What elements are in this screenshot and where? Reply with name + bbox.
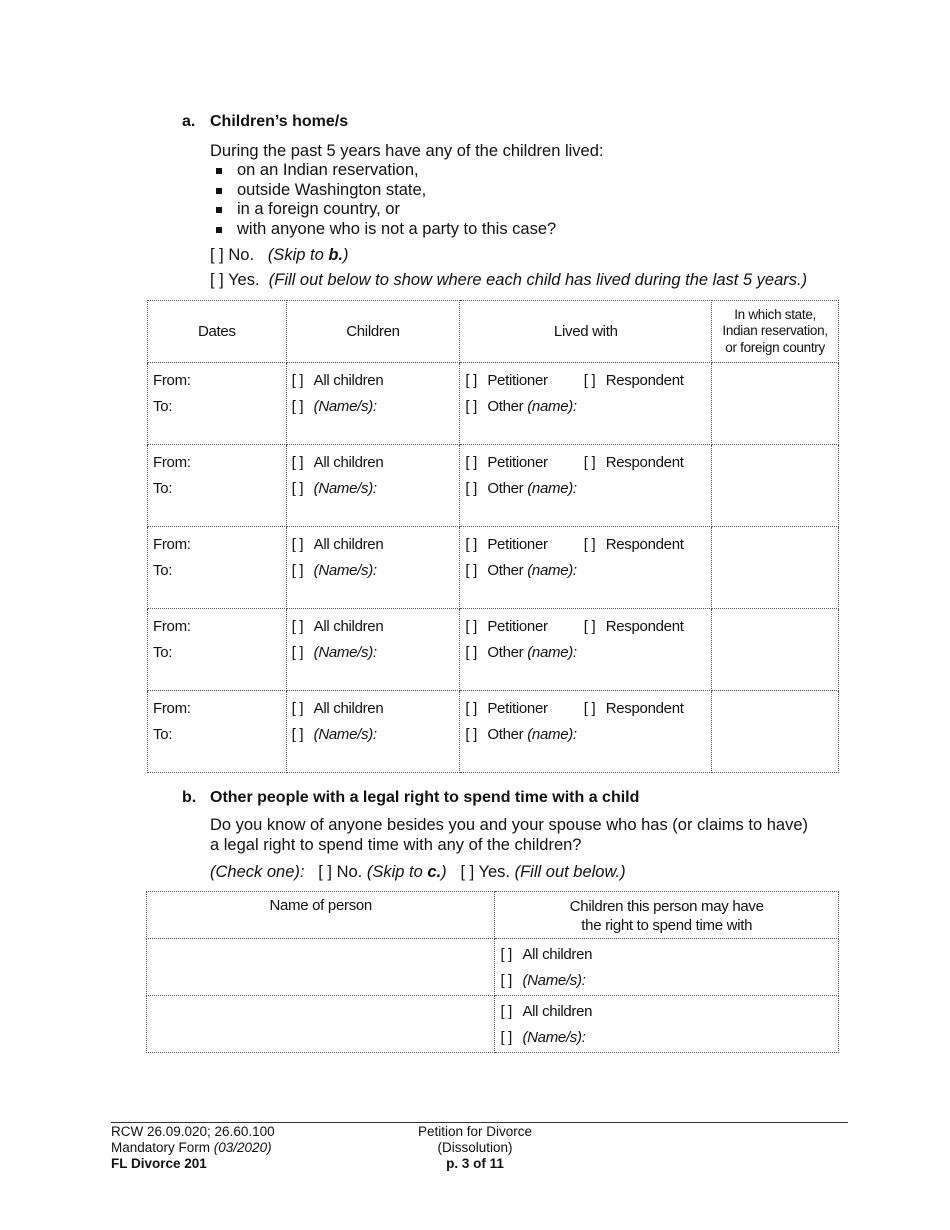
names-label: (Name/s): <box>522 972 586 989</box>
children-cell <box>286 527 460 609</box>
section-b-question <box>210 816 808 855</box>
table-row <box>148 363 839 445</box>
names-label: (Name/s): <box>522 1029 586 1046</box>
petitioner-checkbox[interactable]: [ ] <box>465 618 477 635</box>
from-label: From: <box>153 700 191 717</box>
all-children-checkbox[interactable]: [ ] <box>500 946 513 963</box>
option-yes-b-label: Yes. <box>478 863 511 881</box>
footer-form-type-label: Mandatory Form <box>111 1140 214 1155</box>
names-label: (Name/s): <box>313 562 377 579</box>
skip-suffix-b: ) <box>441 863 447 881</box>
legal-rights-table <box>146 891 839 1053</box>
names-checkbox[interactable]: [ ] <box>291 398 304 415</box>
person-name-cell[interactable] <box>147 939 495 996</box>
petitioner-checkbox[interactable]: [ ] <box>465 454 477 471</box>
person-name-cell[interactable] <box>147 996 495 1053</box>
other-name-label: (name): <box>527 562 577 579</box>
section-a-question: During the past 5 years have any of the children lived: <box>210 142 604 160</box>
children-cell <box>286 445 460 527</box>
names-checkbox[interactable]: [ ] <box>500 1029 513 1046</box>
table-row <box>147 939 839 996</box>
petitioner-checkbox[interactable]: [ ] <box>465 536 477 553</box>
table-header-row <box>147 892 839 939</box>
dates-cell[interactable] <box>148 609 287 691</box>
other-label: Other <box>487 562 524 579</box>
respondent-label: Respondent <box>605 454 684 471</box>
table-row <box>148 691 839 773</box>
all-children-checkbox[interactable]: [ ] <box>291 700 304 717</box>
respondent-label: Respondent <box>605 618 684 635</box>
all-children-label: All children <box>313 618 384 635</box>
footer-form-type <box>111 1140 275 1156</box>
header-location-line: In which state, <box>734 306 816 322</box>
table-row <box>148 445 839 527</box>
names-checkbox[interactable]: [ ] <box>500 972 513 989</box>
names-checkbox[interactable]: [ ] <box>291 562 304 579</box>
bullet-item: with anyone who is not a party to this case? <box>210 220 556 240</box>
other-name-label: (name): <box>527 480 577 497</box>
header-children-rights <box>495 892 839 939</box>
to-label: To: <box>153 726 173 743</box>
residence-bullet-list <box>210 161 556 239</box>
respondent-checkbox[interactable]: [ ] <box>583 618 596 635</box>
footer-page-number: p. 3 of 11 <box>446 1156 504 1171</box>
other-name-label: (name): <box>527 398 577 415</box>
all-children-label: All children <box>313 372 384 389</box>
table-header-row <box>148 301 839 363</box>
other-checkbox[interactable]: [ ] <box>465 480 477 497</box>
table-row <box>147 996 839 1053</box>
other-label: Other <box>487 398 524 415</box>
header-children: Children <box>286 301 460 363</box>
section-b-title: Other people with a legal right to spend time with a child <box>210 789 640 806</box>
other-label: Other <box>487 726 524 743</box>
petitioner-label: Petitioner <box>487 618 548 635</box>
other-checkbox[interactable]: [ ] <box>465 726 477 743</box>
bullet-item: outside Washington state, <box>210 181 556 201</box>
header-dates: Dates <box>148 301 287 363</box>
option-yes-b-note: (Fill out below.) <box>514 863 626 881</box>
lived-with-cell <box>460 609 712 691</box>
option-no-a[interactable] <box>210 246 349 266</box>
respondent-checkbox[interactable]: [ ] <box>583 454 596 471</box>
children-cell <box>495 939 839 996</box>
footer-doc-subtitle: (Dissolution) <box>437 1140 513 1155</box>
footer-form-date: (03/2020) <box>213 1140 272 1155</box>
table-row <box>148 609 839 691</box>
residence-history-table <box>147 300 839 773</box>
header-lived-with: Lived with <box>460 301 712 363</box>
checkbox-no-b[interactable]: [ ] <box>318 863 332 881</box>
other-name-label: (name): <box>527 644 577 661</box>
dates-cell[interactable] <box>148 691 287 773</box>
dates-cell[interactable] <box>148 363 287 445</box>
to-label: To: <box>153 562 173 579</box>
respondent-label: Respondent <box>605 536 684 553</box>
footer-left <box>111 1124 275 1172</box>
from-label: From: <box>153 618 191 635</box>
all-children-label: All children <box>313 700 384 717</box>
lived-with-cell <box>460 363 712 445</box>
to-label: To: <box>153 480 173 497</box>
names-label: (Name/s): <box>313 480 377 497</box>
option-no-a-label: No. <box>228 246 255 264</box>
header-location-line: or foreign country <box>725 339 825 355</box>
footer-statute: RCW 26.09.020; 26.60.100 <box>111 1124 275 1139</box>
to-label: To: <box>153 398 173 415</box>
location-cell[interactable] <box>712 445 839 527</box>
checkbox-no-a[interactable]: [ ] <box>210 246 224 264</box>
children-cell <box>286 363 460 445</box>
option-yes-a-note: (Fill out below to show where each child has lived during the last 5 years.) <box>268 271 808 289</box>
bullet-item: on an Indian reservation, <box>210 161 556 181</box>
petitioner-label: Petitioner <box>487 454 548 471</box>
all-children-checkbox[interactable]: [ ] <box>291 454 304 471</box>
header-person-name: Name of person <box>147 892 495 939</box>
footer-center <box>375 1124 575 1172</box>
footer-doc-title: Petition for Divorce <box>417 1124 533 1139</box>
children-cell <box>286 609 460 691</box>
option-no-b-label: No. <box>336 863 363 881</box>
skip-prefix-b: (Skip to <box>366 863 428 881</box>
skip-prefix-a: (Skip to <box>267 246 329 264</box>
respondent-checkbox[interactable]: [ ] <box>583 700 596 717</box>
dates-cell[interactable] <box>148 527 287 609</box>
header-location <box>712 301 839 363</box>
section-b-question-line: Do you know of anyone besides you and your spouse who has (or claims to have) <box>210 816 809 834</box>
other-checkbox[interactable]: [ ] <box>465 398 477 415</box>
option-yes-a[interactable] <box>210 271 807 291</box>
all-children-checkbox[interactable]: [ ] <box>291 536 304 553</box>
section-a-letter: a. <box>182 113 196 130</box>
skip-suffix-a: ) <box>343 246 349 264</box>
respondent-label: Respondent <box>605 700 684 717</box>
header-location-line: Indian reservation, <box>722 323 828 339</box>
checkbox-yes-a[interactable]: [ ] <box>210 271 224 289</box>
location-cell[interactable] <box>712 363 839 445</box>
petitioner-label: Petitioner <box>487 536 548 553</box>
bullet-item: in a foreign country, or <box>210 200 556 220</box>
respondent-checkbox[interactable]: [ ] <box>583 536 596 553</box>
lived-with-cell <box>460 445 712 527</box>
lived-with-cell <box>460 691 712 773</box>
dates-cell[interactable] <box>148 445 287 527</box>
petitioner-checkbox[interactable]: [ ] <box>465 372 477 389</box>
names-label: (Name/s): <box>313 644 377 661</box>
children-cell <box>495 996 839 1053</box>
skip-target-a: b. <box>328 246 344 264</box>
all-children-checkbox[interactable]: [ ] <box>291 372 304 389</box>
footer-form-id: FL Divorce 201 <box>111 1156 207 1171</box>
petitioner-label: Petitioner <box>487 372 548 389</box>
other-checkbox[interactable]: [ ] <box>465 562 477 579</box>
all-children-checkbox[interactable]: [ ] <box>500 1003 513 1020</box>
all-children-label: All children <box>313 536 384 553</box>
section-b-letter: b. <box>182 789 197 806</box>
from-label: From: <box>153 372 191 389</box>
respondent-label: Respondent <box>605 372 684 389</box>
skip-target-b: c. <box>427 863 442 881</box>
section-b-check-row <box>210 863 626 883</box>
header-children-rights-line: the right to spend time with <box>581 917 753 934</box>
other-label: Other <box>487 644 524 661</box>
section-b-question-line: a legal right to spend time with any of the children? <box>210 835 582 854</box>
location-cell[interactable] <box>712 691 839 773</box>
footer-divider <box>111 1122 848 1123</box>
names-checkbox[interactable]: [ ] <box>291 480 304 497</box>
lived-with-cell <box>460 527 712 609</box>
checkbox-yes-b[interactable]: [ ] <box>460 863 475 881</box>
from-label: From: <box>153 536 191 553</box>
from-label: From: <box>153 454 191 471</box>
all-children-checkbox[interactable]: [ ] <box>291 618 304 635</box>
header-children-rights-line: Children this person may have <box>569 898 764 915</box>
names-checkbox[interactable]: [ ] <box>291 726 304 743</box>
petitioner-checkbox[interactable]: [ ] <box>465 700 477 717</box>
other-label: Other <box>487 480 524 497</box>
section-a-title: Children’s home/s <box>210 113 349 130</box>
names-label: (Name/s): <box>313 726 377 743</box>
location-cell[interactable] <box>712 609 839 691</box>
other-name-label: (name): <box>527 726 577 743</box>
children-cell <box>286 691 460 773</box>
option-yes-a-label: Yes. <box>228 271 260 289</box>
all-children-label: All children <box>313 454 384 471</box>
petitioner-label: Petitioner <box>487 700 548 717</box>
table-row <box>148 527 839 609</box>
to-label: To: <box>153 644 173 661</box>
respondent-checkbox[interactable]: [ ] <box>583 372 596 389</box>
location-cell[interactable] <box>712 527 839 609</box>
names-checkbox[interactable]: [ ] <box>291 644 304 661</box>
names-label: (Name/s): <box>313 398 377 415</box>
all-children-label: All children <box>522 946 593 963</box>
all-children-label: All children <box>522 1003 593 1020</box>
other-checkbox[interactable]: [ ] <box>465 644 477 661</box>
check-one-label: (Check one): <box>210 863 305 881</box>
